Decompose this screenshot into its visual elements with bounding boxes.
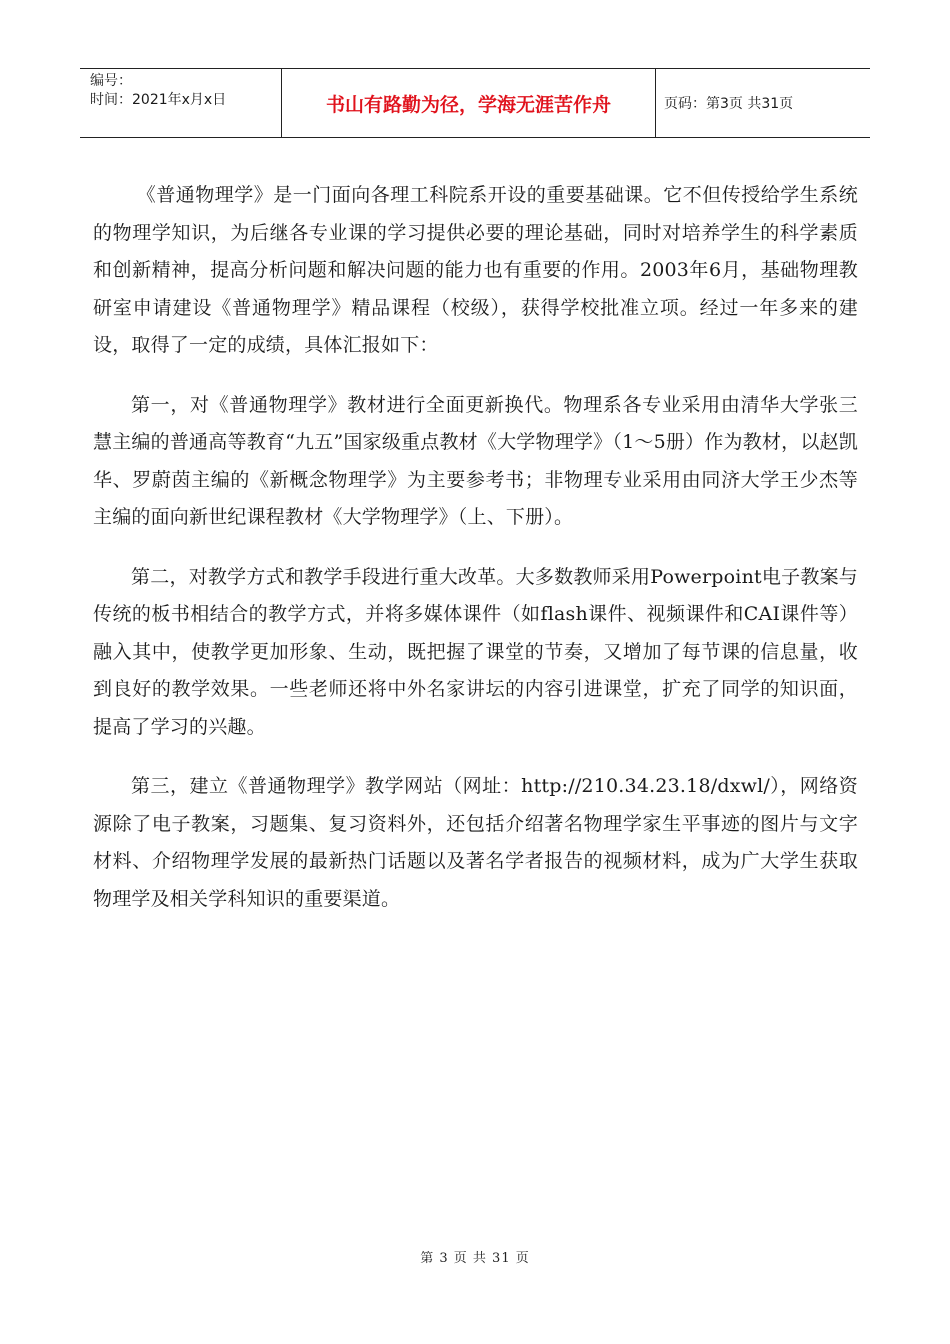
document-number-label: 编号： (90, 73, 132, 89)
paragraph-third-point: 第三，建立《普通物理学》教学网站（网址：http://210.34.23.18/dxwl/），网络资源除了电子教案，习题集、复习资料外，还包括介绍著名物理学家生平事迹的图片与文字材料、介绍物理学发展的最新热门话题以及著名学者报告的视频材料，成为广大学生获取物理学及相关学科知识的重要渠道。 (93, 775, 858, 910)
header-motto: 书山有路勤为径，学海无涯苦作舟 (325, 93, 611, 116)
header-page-cell (656, 69, 870, 137)
paragraph-intro: 《普通物理学》是一门面向各理工科院系开设的重要基础课。它不但传授给学生系统的物理学知识，为后继各专业课的学习提供必要的理论基础，同时对培养学生的科学素质和创新精神，提高分析问题和解决问题的能力也有重要的作用。2003年6月，基础物理教研室申请建设《普通物理学》精品课程（校级），获得学校批准立项。经过一年多来的建设，取得了一定的成绩，具体汇报如下： (93, 184, 858, 356)
document-time-label: 时间：2021年x月x日 (90, 92, 227, 108)
page-footer (0, 1247, 950, 1266)
header-meta-cell (80, 69, 282, 137)
header-page-code: 页码：第3页 共31页 (664, 96, 794, 112)
paragraph-second-point: 第二，对教学方式和教学手段进行重大改革。大多数教师采用Powerpoint电子教案与传统的板书相结合的教学方式，并将多媒体课件（如flash课件、视频课件和CAI课件等）融入其中，使教学更加形象、生动，既把握了课堂的节奏，又增加了每节课的信息量，收到良好的教学效果。一些老师还将中外名家讲坛的内容引进课堂，扩充了同学的知识面，提高了学习的兴趣。 (93, 565, 858, 738)
paragraph-first-point: 第一，对《普通物理学》教材进行全面更新换代。物理系各专业采用由清华大学张三慧主编的普通高等教育“九五”国家级重点教材《大学物理学》（1～5册）作为教材，以赵凯华、罗蔚茵主编的《新概念物理学》为主要参考书；非物理专业采用由同济大学王少杰等主编的面向新世纪课程教材《大学物理学》（上、下册）。 (93, 393, 858, 528)
page-header-table (80, 68, 870, 138)
document-body (93, 177, 858, 940)
header-motto-cell (282, 69, 656, 137)
footer-page-indicator: 第 3 页 共 31 页 (420, 1251, 530, 1266)
